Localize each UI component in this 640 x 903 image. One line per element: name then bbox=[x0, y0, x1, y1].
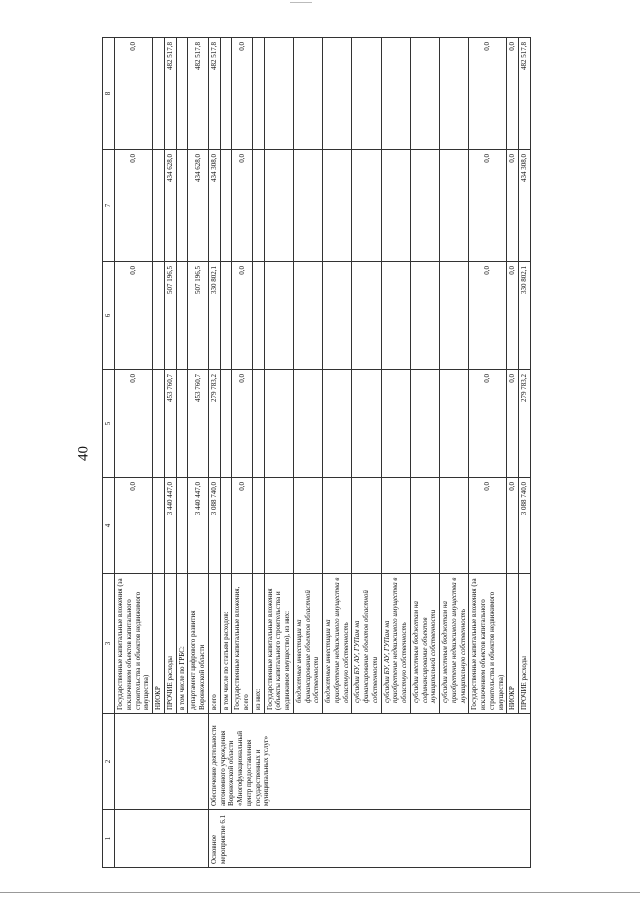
event-code: Основное мероприятие 6.1 bbox=[208, 810, 530, 868]
row-label: в том числе по ГРБС: bbox=[176, 574, 188, 714]
value-cell: 0,0 bbox=[507, 150, 519, 262]
row-label: субсидии местным бюджетам на софинансирование объектов муниципальной собственности bbox=[410, 574, 439, 714]
value-cell: 0,0 bbox=[232, 262, 253, 370]
value-cell: 330 802,1 bbox=[519, 262, 531, 370]
value-cell bbox=[381, 262, 410, 370]
value-cell: 0,0 bbox=[469, 262, 507, 370]
row-label: Государственные капитальные вложения, всего bbox=[232, 574, 253, 714]
value-cell bbox=[264, 478, 293, 574]
value-cell: 434 308,0 bbox=[519, 150, 531, 262]
row-label: Государственные капитальные вложения (за исключением объектов капитального строительства и объектов недвижимого имущества) bbox=[115, 574, 153, 714]
value-cell: 3 440 447,0 bbox=[188, 478, 209, 574]
column-header: 2 bbox=[103, 714, 115, 810]
value-cell: 0,0 bbox=[115, 478, 153, 574]
value-cell bbox=[410, 370, 439, 478]
column-header: 5 bbox=[103, 370, 115, 478]
column-header: 4 bbox=[103, 478, 115, 574]
value-cell bbox=[252, 38, 264, 150]
value-cell bbox=[176, 370, 188, 478]
value-cell bbox=[352, 262, 381, 370]
row-label: ПРОЧИЕ расходы bbox=[519, 574, 531, 714]
value-cell: 0,0 bbox=[115, 38, 153, 150]
value-cell: 3 088 740,0 bbox=[519, 478, 531, 574]
table-row bbox=[208, 38, 220, 868]
column-header: 6 bbox=[103, 262, 115, 370]
row-label: субсидии местным бюджетам на приобретение недвижимого имущества в муниципальную собственность bbox=[440, 574, 469, 714]
value-cell bbox=[176, 150, 188, 262]
value-cell bbox=[440, 38, 469, 150]
value-cell bbox=[381, 370, 410, 478]
column-header: 7 bbox=[103, 150, 115, 262]
value-cell bbox=[440, 478, 469, 574]
value-cell bbox=[252, 478, 264, 574]
value-cell bbox=[352, 370, 381, 478]
value-cell bbox=[293, 150, 322, 262]
value-cell bbox=[410, 38, 439, 150]
value-cell: 279 783,2 bbox=[519, 370, 531, 478]
rotated-table-container bbox=[102, 38, 606, 868]
value-cell: 434 308,0 bbox=[208, 150, 220, 262]
value-cell bbox=[381, 38, 410, 150]
value-cell: 0,0 bbox=[232, 370, 253, 478]
row-label: НИОКР bbox=[507, 574, 519, 714]
value-cell: 0,0 bbox=[115, 370, 153, 478]
column-header: 3 bbox=[103, 574, 115, 714]
value-cell bbox=[153, 38, 165, 150]
value-cell bbox=[323, 370, 352, 478]
value-cell bbox=[293, 262, 322, 370]
value-cell bbox=[264, 262, 293, 370]
value-cell bbox=[352, 478, 381, 574]
scan-edge-line bbox=[0, 892, 640, 893]
value-cell bbox=[220, 262, 232, 370]
value-cell bbox=[440, 150, 469, 262]
value-cell bbox=[220, 370, 232, 478]
value-cell: 453 760,7 bbox=[164, 370, 176, 478]
value-cell: 0,0 bbox=[469, 38, 507, 150]
table-body bbox=[103, 38, 531, 868]
value-cell bbox=[153, 150, 165, 262]
value-cell: 0,0 bbox=[232, 478, 253, 574]
value-cell bbox=[323, 38, 352, 150]
value-cell bbox=[323, 478, 352, 574]
value-cell bbox=[220, 150, 232, 262]
value-cell bbox=[440, 262, 469, 370]
page-number: 40 bbox=[75, 446, 92, 461]
value-cell: 0,0 bbox=[469, 370, 507, 478]
value-cell: 507 196,5 bbox=[188, 262, 209, 370]
empty-cell bbox=[115, 714, 209, 810]
value-cell bbox=[252, 262, 264, 370]
value-cell: 482 517,8 bbox=[164, 38, 176, 150]
header-row bbox=[103, 38, 115, 868]
value-cell bbox=[323, 262, 352, 370]
value-cell: 453 760,7 bbox=[188, 370, 209, 478]
scan-artifact bbox=[290, 2, 312, 3]
value-cell: 0,0 bbox=[507, 38, 519, 150]
value-cell bbox=[153, 262, 165, 370]
row-label: департамент цифрового развития Воронежской области bbox=[188, 574, 209, 714]
value-cell bbox=[323, 150, 352, 262]
value-cell: 3 440 447,0 bbox=[164, 478, 176, 574]
value-cell: 0,0 bbox=[115, 262, 153, 370]
value-cell bbox=[153, 478, 165, 574]
value-cell bbox=[264, 150, 293, 262]
row-label: в том числе по статьям расходов: bbox=[220, 574, 232, 714]
value-cell: 0,0 bbox=[469, 478, 507, 574]
value-cell: 0,0 bbox=[115, 150, 153, 262]
value-cell: 3 088 740,0 bbox=[208, 478, 220, 574]
row-label: Государственные капитальные вложения (за исключением объектов капитального строительства и объектов недвижимого имущества) bbox=[469, 574, 507, 714]
value-cell: 434 628,0 bbox=[164, 150, 176, 262]
row-label: субсидии БУ, АУ, ГУПам на приобретение недвижимого имущества в областную собственность bbox=[381, 574, 410, 714]
value-cell: 482 517,8 bbox=[519, 38, 531, 150]
row-label: Государственные капитальные вложения (объекты капитального строительства и недвижимое имущество), из них: bbox=[264, 574, 293, 714]
row-label: из них: bbox=[252, 574, 264, 714]
value-cell: 434 628,0 bbox=[188, 150, 209, 262]
row-label: бюджетные инвестиции на приобретение недвижимого имущества в областную собственность bbox=[323, 574, 352, 714]
row-label: всего bbox=[208, 574, 220, 714]
value-cell bbox=[220, 38, 232, 150]
value-cell bbox=[252, 150, 264, 262]
value-cell bbox=[293, 478, 322, 574]
row-label: бюджетные инвестиции на финансирование объектов областной собственности bbox=[293, 574, 322, 714]
value-cell bbox=[264, 370, 293, 478]
value-cell: 0,0 bbox=[507, 262, 519, 370]
value-cell bbox=[176, 262, 188, 370]
value-cell bbox=[410, 150, 439, 262]
value-cell bbox=[352, 150, 381, 262]
empty-cell bbox=[115, 810, 209, 868]
value-cell: 482 517,8 bbox=[208, 38, 220, 150]
value-cell bbox=[153, 370, 165, 478]
value-cell: 330 802,1 bbox=[208, 262, 220, 370]
event-title: Обеспечение деятельности автономного учреждения Воронежской области «Многофункциональный центр предоставления государственных и муниципальных услуг» bbox=[208, 714, 530, 810]
value-cell: 0,0 bbox=[232, 150, 253, 262]
value-cell: 507 196,5 bbox=[164, 262, 176, 370]
table-row bbox=[115, 38, 153, 868]
value-cell bbox=[176, 478, 188, 574]
value-cell: 0,0 bbox=[507, 478, 519, 574]
value-cell bbox=[381, 478, 410, 574]
value-cell bbox=[220, 478, 232, 574]
value-cell: 482 517,8 bbox=[188, 38, 209, 150]
budget-table bbox=[102, 37, 531, 868]
value-cell bbox=[176, 38, 188, 150]
value-cell bbox=[410, 478, 439, 574]
column-header: 8 bbox=[103, 38, 115, 150]
row-label: ПРОЧИЕ расходы bbox=[164, 574, 176, 714]
value-cell bbox=[381, 150, 410, 262]
value-cell bbox=[264, 38, 293, 150]
value-cell bbox=[293, 38, 322, 150]
row-label: НИОКР bbox=[153, 574, 165, 714]
value-cell: 0,0 bbox=[469, 150, 507, 262]
value-cell: 279 783,2 bbox=[208, 370, 220, 478]
value-cell bbox=[440, 370, 469, 478]
value-cell bbox=[293, 370, 322, 478]
column-header: 1 bbox=[103, 810, 115, 868]
value-cell bbox=[410, 262, 439, 370]
value-cell bbox=[352, 38, 381, 150]
row-label: субсидии БУ, АУ, ГУПам на финансирование объектов областной собственности bbox=[352, 574, 381, 714]
value-cell: 0,0 bbox=[507, 370, 519, 478]
value-cell: 0,0 bbox=[232, 38, 253, 150]
value-cell bbox=[252, 370, 264, 478]
